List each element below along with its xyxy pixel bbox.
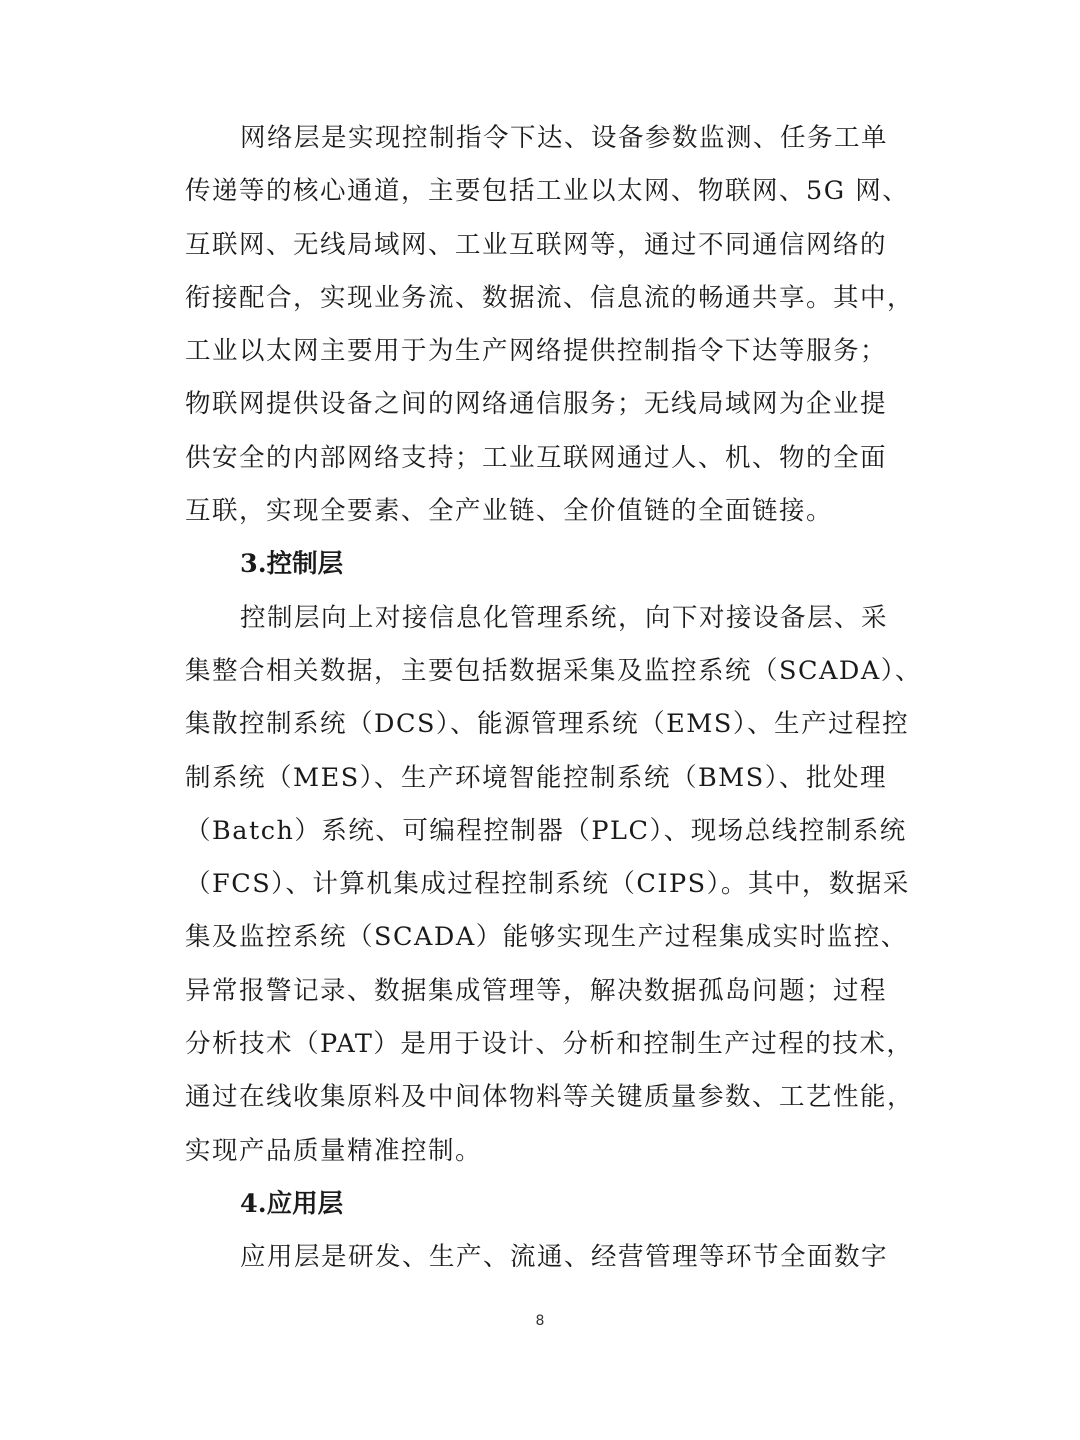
text-line: 通过在线收集原料及中间体物料等关键质量参数、工艺性能， bbox=[185, 1082, 915, 1113]
text-line: 互联网、无线局域网、工业互联网等，通过不同通信网络的 bbox=[185, 229, 888, 260]
document-page bbox=[185, 112, 923, 1285]
text-line: 物联网提供设备之间的网络通信服务；无线局域网为企业提 bbox=[185, 389, 888, 420]
section-heading-control-layer: 3.控制层 bbox=[240, 549, 344, 580]
text-line: 衔接配合，实现业务流、数据流、信息流的畅通共享。其中， bbox=[185, 282, 915, 313]
text-line: 控制层向上对接信息化管理系统，向下对接设备层、采 bbox=[240, 602, 889, 633]
text-line: 网络层是实现控制指令下达、设备参数监测、任务工单 bbox=[240, 123, 889, 153]
text-line: 集整合相关数据，主要包括数据采集及监控系统（SCADA）、 bbox=[185, 655, 923, 686]
text-line: （FCS）、计算机集成过程控制系统（CIPS）。其中，数据采 bbox=[185, 869, 910, 900]
text-line: （Batch）系统、可编程控制器（PLC）、现场总线控制系统 bbox=[185, 815, 907, 846]
paragraph-control-layer bbox=[185, 592, 923, 1178]
text-line: 制系统（MES）、生产环境智能控制系统（BMS）、批处理 bbox=[185, 762, 888, 793]
page-number: 8 bbox=[535, 1313, 545, 1329]
paragraph-network-layer bbox=[185, 112, 915, 538]
text-line: 实现产品质量精准控制。 bbox=[185, 1135, 483, 1166]
text-line: 应用层是研发、生产、流通、经营管理等环节全面数字 bbox=[240, 1242, 889, 1273]
text-line: 异常报警记录、数据集成管理等，解决数据孤岛问题；过程 bbox=[185, 975, 888, 1006]
text-line: 集及监控系统（SCADA）能够实现生产过程集成实时监控、 bbox=[185, 922, 908, 953]
text-line: 工业以太网主要用于为生产网络提供控制指令下达等服务； bbox=[185, 336, 888, 367]
paragraph-application-layer bbox=[185, 1231, 897, 1284]
text-line: 分析技术（PAT）是用于设计、分析和控制生产过程的技术， bbox=[185, 1029, 914, 1060]
section-heading-application-layer: 4.应用层 bbox=[240, 1188, 344, 1219]
text-line: 供安全的内部网络支持；工业互联网通过人、机、物的全面 bbox=[185, 442, 888, 473]
text-line: 集散控制系统（DCS）、能源管理系统（EMS）、生产过程控 bbox=[185, 709, 910, 740]
text-line: 互联，实现全要素、全产业链、全价值链的全面链接。 bbox=[185, 496, 834, 527]
text-line: 传递等的核心通道，主要包括工业以太网、物联网、5G 网、 bbox=[185, 176, 910, 207]
